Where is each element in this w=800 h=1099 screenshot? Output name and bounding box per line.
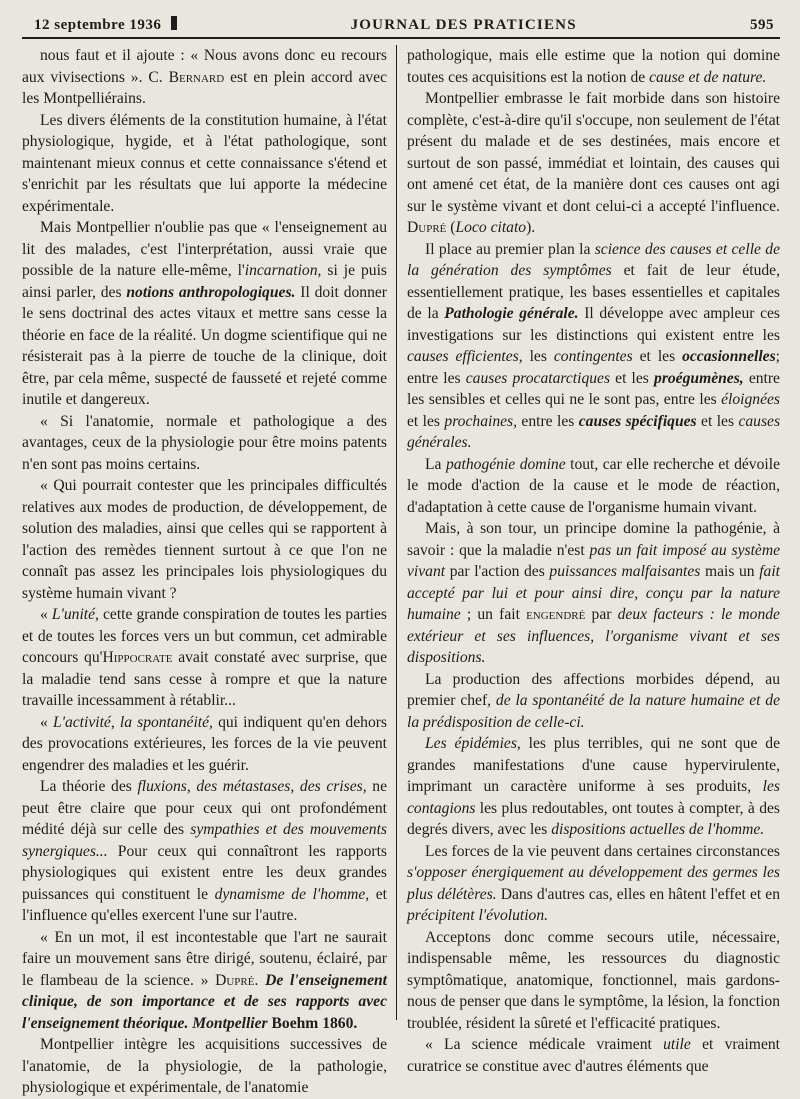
text-run: et les — [632, 348, 683, 365]
left-column — [22, 45, 397, 1096]
paragraph — [22, 604, 387, 712]
text-run: entre les sensibles et celles qui ne le sont pas, entre les — [407, 369, 780, 408]
text-run: ( — [446, 219, 456, 236]
text-run: Il place au premier plan la — [425, 240, 595, 258]
text-run: Dans d'autres cas, elles en hâtent l'effet et en — [496, 885, 781, 903]
page-number: 595 — [749, 17, 774, 33]
text-run: de la spontanéité de la nature humaine et de la prédisposition de celle-ci. — [407, 692, 781, 731]
text-run: entre les — [517, 412, 579, 430]
text-run: nous faut et il ajoute : « Nous avons donc eu recours aux vivisections ». C. — [22, 47, 387, 86]
text-run: « — [40, 606, 52, 623]
paragraph — [22, 411, 387, 476]
paragraph — [407, 927, 780, 1035]
text-run: qui indiquent qu'en dehors des provocations extérieures, les forces de la vie peuvent engendrer des maladies et les guérir. — [22, 713, 388, 774]
text-run: cause et de nature. — [649, 68, 767, 86]
text-run: éloignées — [721, 391, 780, 408]
paragraph — [407, 841, 780, 927]
text-run: Bernard — [168, 68, 225, 86]
text-run: et vraiment curatrice se constitue avec d'autres éléments que — [407, 1036, 780, 1075]
paragraph — [22, 475, 387, 604]
text-run: contingentes — [553, 348, 633, 365]
page-header — [22, 16, 780, 39]
paragraph — [22, 712, 387, 777]
paragraph — [22, 110, 387, 218]
text-run: pathologique, mais elle estime que la notion qui domine toutes ces acquisitions est la notion de — [407, 47, 780, 86]
text-run: mais un — [700, 563, 760, 580]
text-run: et les — [407, 412, 445, 430]
paragraph — [407, 1034, 780, 1077]
text-run: « Qui pourrait contester que les principales difficultés relatives aux modes de production, de développement, de solution des maladies, ainsi que celles qui se rapportent à l'action des remèdes tiennent surtout à ce que l'on ne connaît pas assez les principales lois physiologiques du système humain vivant ? — [22, 477, 387, 602]
paragraph — [407, 88, 780, 239]
text-run: causes spécifiques — [578, 412, 697, 430]
text-run: tout, car elle recherche et dévoile le mode d'action de la cause et le mode de réaction, d'adaptation à cette cause de l'organisme humain vivant. — [407, 455, 780, 516]
text-run: occasionnelles — [682, 348, 776, 365]
text-run: Montpellier embrasse le fait morbide dans son histoire complète, c'est-à-dire qu'il s'occupe, non seulement de l'état présent du malade et de ses destinées, mais encore et surtout de son passé, immédiat et lointain, des causes qui ont amené cet état, de la manière dont ces causes ont agi sur le système vivant et dont celui-ci a accepté l'influence. — [407, 90, 780, 215]
text-run: et fait de leur étude, essentiellement pratique, les bases essentielles et capitales de la — [407, 262, 781, 322]
text-run: les contagions — [407, 778, 780, 817]
text-run: « Si l'anatomie, normale et pathologique a des avantages, ceux de la physiologie pour être moins patents n'en sont pas moins certains. — [22, 412, 387, 473]
text-run: Il doit donner le sens doctrinal des actes vitaux et mettre sans cesse la théorie en face de la réalité. Un dogme scientifique qui ne résisterait pas à la pierre de touche de la clinique, doit être, par cela même, suspecté de fausseté et rejeté comme inutile et dangereux. — [22, 283, 387, 408]
text-run: utile — [663, 1036, 691, 1053]
journal-title: JOURNAL DES PRATICIENS — [350, 17, 577, 33]
text-run: engendré — [526, 606, 586, 623]
text-run: cette grande conspiration de toutes les parties et de toutes les forces vers un but commun, cet admirable concours qu' — [22, 606, 387, 666]
text-run: causes efficientes, — [407, 348, 523, 365]
text-run: et l'influence qu'elles exercent l'une sur l'autre. — [22, 885, 387, 924]
paragraph — [22, 217, 387, 411]
text-run: L'unité, — [51, 606, 99, 623]
text-run: les plus terribles, qui ne sont que de grandes manifestations d'une cause hypervirulente, imprimant un caractère uniforme à ses produits, — [407, 735, 780, 795]
text-run: Dupré. — [215, 971, 259, 989]
text-run: La production des affections morbides dépend, au premier chef, — [407, 670, 780, 709]
text-run: fait accepté par lui et pour ainsi dire, conçu par la nature humaine — [407, 563, 780, 623]
paragraph — [22, 927, 387, 1035]
text-run: Il développe avec ampleur ces investigations sur les distinctions qui existent entre les — [407, 305, 780, 344]
text-run: Loco citato — [455, 219, 527, 236]
paragraph — [407, 45, 780, 88]
text-run: Montpellier intègre les acquisitions successives de l'anatomie, de la physiologie, de la pathologie, physiologique et expérimentale, de l'anatomie — [22, 1036, 387, 1096]
text-run: Boehm 1860. — [267, 1014, 358, 1032]
text-run: La théorie des — [40, 778, 138, 795]
text-run: par — [585, 606, 618, 623]
text-run: dispositions actuelles de l'homme. — [551, 821, 765, 838]
text-run: avait constaté avec surprise, que la maladie tend sans cesse à rompre et que la nature travaille incessamment à rétablir... — [22, 649, 388, 709]
text-run: les — [522, 348, 554, 365]
paragraph — [22, 776, 387, 927]
text-run: précipitent l'évolution. — [407, 907, 549, 924]
text-run: Acceptons donc comme secours utile, nécessaire, indispensable même, les ressources du diagnostic symptômatique, anatomique, fonctionnel, mais gardons-nous de penser que dans le symptôme, la lésion, la fonction troublée, résident la sûreté et l'efficacité pratiques. — [407, 928, 780, 1032]
text-run: les plus redoutables, ont toutes à compter, à des degrés divers, avec les — [407, 799, 780, 838]
text-run: ). — [526, 219, 536, 236]
text-run: ne peut être claire que pour ceux qui ont profondément médité déjà sur celle des — [22, 778, 387, 838]
text-run: si je puis ainsi parler, des — [22, 262, 387, 301]
text-run: Mais Montpellier n'oublie pas que « l'enseignement au lit des malades, c'est l'interprétation, aussi vraie que possible de la nature elle-même, l' — [22, 219, 387, 279]
text-run: « En un mot, il est incontestable que l'art ne saurait faire un mouvement sans être dirigé, soutenu, éclairé, par le flambeau de la science. » — [22, 928, 387, 989]
paragraph — [22, 1034, 387, 1099]
text-run: fluxions, des métastases, des crises, — [137, 778, 367, 795]
text-run: notions anthropologiques. — [126, 283, 296, 301]
paragraph — [407, 733, 780, 841]
text-run: pathogénie domine — [445, 455, 566, 473]
text-run: science des causes et celle de la génération des symptômes — [407, 240, 780, 279]
text-run: Les forces de la vie peuvent dans certaines circonstances — [425, 842, 780, 860]
text-run: par l'action des — [445, 563, 550, 580]
right-column — [397, 45, 781, 1075]
text-run: « — [40, 713, 53, 731]
text-run: proégumènes, — [654, 369, 744, 387]
text-run: prochaines, — [444, 412, 518, 430]
paragraph — [407, 669, 780, 734]
text-run: L'activité, la spontanéité, — [52, 713, 213, 731]
text-run: « La science médicale vraiment — [425, 1036, 664, 1053]
text-run: Les divers éléments de la constitution humaine, à l'état physiologique, hygide, et à l'état pathologique, sont maintenant mieux connus et cette connaissance s'étend et s'enrichit par les résultats que lui apporte la médecine expérimentale. — [22, 111, 387, 215]
text-run: Dupré — [407, 219, 447, 236]
text-run: dynamisme de l'homme, — [214, 885, 370, 903]
text-run: est en plein accord avec les Montpelliérains. — [22, 68, 387, 107]
text-run: De l'enseignement clinique, de son importance et de ses rapports avec l'enseignement théorique. Montpellier — [22, 971, 387, 1032]
paragraph — [407, 454, 780, 519]
text-run: ; entre les — [407, 348, 780, 387]
text-run: Hippocrate — [102, 649, 173, 666]
paragraph — [407, 518, 780, 669]
paragraph — [22, 45, 387, 110]
text-run: Les épidémies, — [425, 735, 521, 752]
text-run: deux facteurs : le monde extérieur et ses influences, l'organisme vivant et ses dispositions. — [407, 606, 780, 666]
header-date: 12 septembre 1936 — [34, 16, 177, 34]
text-run: s'opposer énergiquement au développement des germes les plus délétères. — [407, 864, 780, 903]
text-run: puissances malfaisantes — [549, 563, 701, 580]
paragraph — [407, 239, 780, 454]
text-run: incarnation, — [244, 262, 322, 279]
header-mark — [171, 16, 177, 30]
text-run: pas un fait imposé au système vivant — [407, 541, 781, 580]
text-run: causes procatarctiques — [465, 369, 611, 387]
text-run: Mais, à son tour, un principe domine la pathogénie, à savoir : que la maladie n'est — [407, 520, 780, 559]
text-run: Pathologie générale. — [444, 305, 579, 322]
text-run: et les — [610, 369, 655, 387]
text-run: et les — [696, 412, 739, 430]
text-run: ; un fait — [460, 606, 527, 623]
text-run: La — [425, 455, 446, 473]
text-run: sympathies et des mouvements synergiques... — [22, 821, 387, 860]
text-run: Pour ceux qui connaîtront les rapports physiologiques qui existent entre les deux grandes puissances qui constituent le — [22, 842, 387, 903]
text-columns — [22, 45, 781, 1096]
text-run: causes générales. — [407, 412, 781, 451]
